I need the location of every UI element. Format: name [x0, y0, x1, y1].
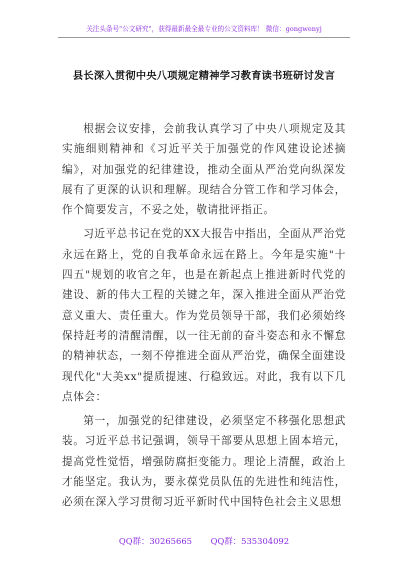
- document-body: [62, 119, 346, 517]
- paragraph-2: 习近平总书记在党的XX大报告中指出，全面从严治党永远在路上，党的自我革命永远在路上。今年是实施"十四五"规划的收官之年，也是在新起点上推进新时代党的建设、新的伟大工程的关键之年，深入推进全面从严治党意义重大、责任重大。作为党员领导干部，我们必须始终保持赶考的清醒清醒，以一往无前的奋斗姿态和永不懈怠的精神状态，一刻不停推进全面从严治党，确保全面建设现代化"大美xx"提质提速、行稳致远。对此，我有以下几点体会：: [62, 228, 346, 403]
- footer-qq-group-1: QQ群：30265665: [118, 536, 192, 546]
- footer-contact: [0, 535, 408, 547]
- paragraph-1: 根据会议安排，会前我认真学习了中央八项规定及其实施细则精神和《习近平关于加强党的作风建设论述摘编》，对加强党的纪律建设，推动全面从严治党向纵深发展有了更深的认识和理解。现结合分管工作和学习体会，作个简要发言，不妥之处，敬请批评指正。: [62, 123, 346, 217]
- header-divider: [58, 37, 350, 38]
- header-banner: 关注头条号"公文研究"，获得最新最全最专业的公文资料库！ 微信：gongwenyj: [86, 25, 322, 33]
- footer-qq-group-2: QQ群：535304092: [210, 536, 290, 546]
- document-title: 县长深入贯彻中央八项规定精神学习教育读书班研讨发言: [72, 70, 336, 82]
- paragraph-3: 第一，加强党的纪律建设，必须坚定不移强化思想武装。习近平总书记强调，领导干部要从思想上固本培元，提高党性觉悟，增强防腐拒变能力。理论上清醒，政治上才能坚定。我认为，要永葆党员队伍的先进性和纯洁性，必须在深入学习贯彻习近平新时代中国特色社会主义思想: [62, 415, 346, 509]
